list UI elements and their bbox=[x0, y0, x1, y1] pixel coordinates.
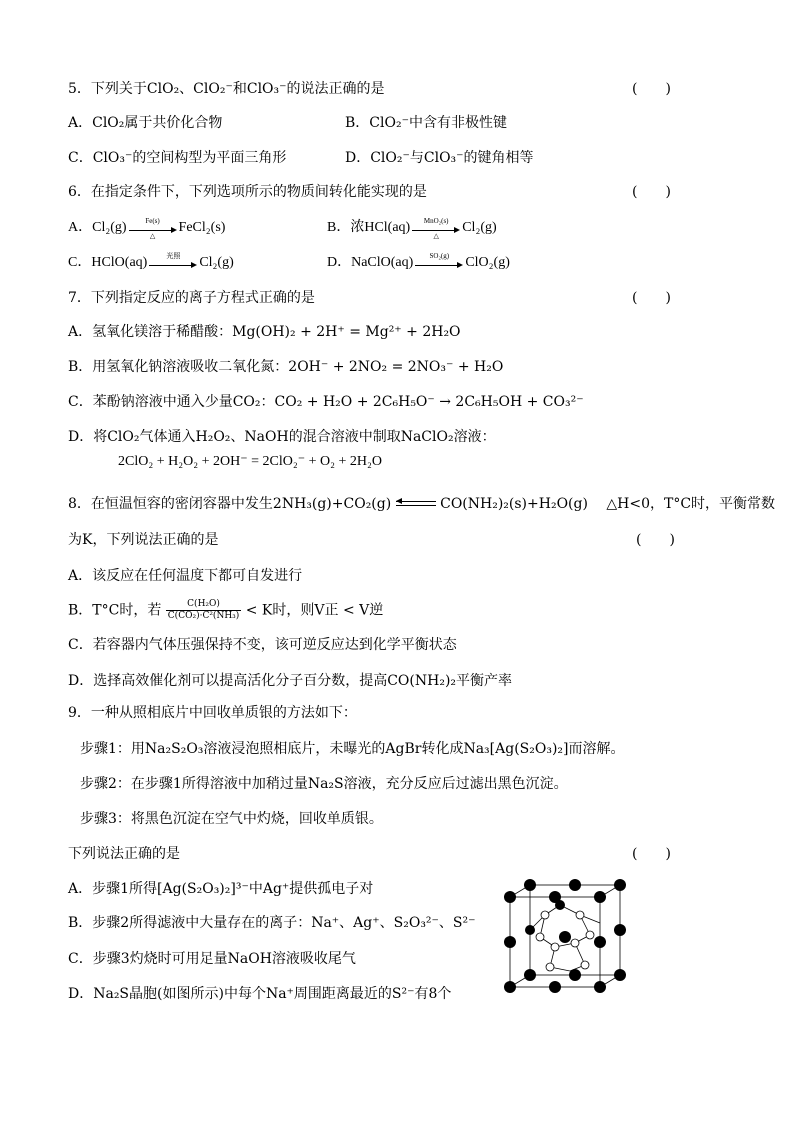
q7-option-d: D．将ClO₂气体通入H₂O₂、NaOH的混合溶液中制取NaClO₂溶液： bbox=[68, 429, 496, 445]
q6-c-condition: 光照 bbox=[166, 251, 181, 260]
q6-stem: 6．在指定条件下，下列选项所示的物质间转化能实现的是 bbox=[68, 184, 427, 200]
q8-b-numerator: C(H₂O) bbox=[166, 599, 242, 611]
q8-option-a: A．该反应在任何温度下都可自发进行 bbox=[68, 568, 303, 584]
q9-stem: 9．一种从照相底片中回收单质银的方法如下： bbox=[68, 705, 357, 721]
q6-d-product: ClO₂(g) bbox=[465, 255, 510, 270]
q6-option-c bbox=[68, 251, 234, 272]
q9-option-c: C．步骤3灼烧时可用足量NaOH溶液吸收尾气 bbox=[68, 951, 356, 967]
q6-b-reactant: B．浓HCl(aq) bbox=[327, 220, 411, 235]
q6-b-heat: △ bbox=[433, 231, 439, 240]
q7-option-d-equation: 2ClO₂ + H₂O₂ + 2OH⁻ = 2ClO₂⁻ + O₂ + 2H₂O bbox=[118, 454, 382, 469]
q6-c-reactant: C．HClO(aq) bbox=[68, 255, 148, 270]
q5-option-d: D．ClO₂⁻与ClO₃⁻的键角相等 bbox=[345, 150, 534, 166]
q6-b-product: Cl₂(g) bbox=[462, 220, 497, 235]
q6-option-b bbox=[327, 216, 497, 240]
q6-c-product: Cl₂(g) bbox=[199, 255, 234, 270]
q6-d-reactant: D．NaClO(aq) bbox=[327, 255, 414, 270]
q8-b-denominator: C(CO₂)·C²(NH₃) bbox=[167, 611, 240, 621]
right-arrow-icon bbox=[415, 251, 463, 270]
q6-b-condition: MnO₂(s) bbox=[423, 216, 449, 225]
q6-a-heat: △ bbox=[149, 231, 156, 240]
q7-option-b: B．用氢氧化钠溶液吸收二氧化氮：2OH⁻ + 2NO₂ = 2NO₃⁻ + H₂O bbox=[68, 359, 504, 375]
q8-option-c: C．若容器内气体压强保持不变，该可逆反应达到化学平衡状态 bbox=[68, 637, 457, 653]
q5-answer-paren: ( ) bbox=[632, 81, 671, 97]
right-arrow-icon bbox=[129, 216, 177, 240]
q9-question: 下列说法正确的是 bbox=[68, 846, 180, 862]
q7-option-a: A．氢氧化镁溶于稀醋酸：Mg(OH)₂ + 2H⁺ = Mg²⁺ + 2H₂O bbox=[68, 324, 461, 340]
q5-option-b: B．ClO₂⁻中含有非极性键 bbox=[345, 115, 507, 131]
q6-a-condition: Fe(s) bbox=[145, 216, 160, 225]
q8-b-prefix: B．T°C时，若 bbox=[68, 602, 162, 619]
right-arrow-icon bbox=[412, 216, 460, 240]
right-arrow-icon bbox=[149, 251, 197, 270]
q9-step3: 步骤3：将黑色沉淀在空气中灼烧，回收单质银。 bbox=[80, 811, 383, 827]
q9-answer-paren: ( ) bbox=[632, 846, 671, 862]
q8-b-fraction bbox=[166, 599, 242, 622]
q8-stem-products: CO(NH₂)₂(s)+H₂O(g) △H<0，T°C时，平衡常数 bbox=[440, 496, 776, 512]
q5-option-a: A．ClO₂属于共价化合物 bbox=[68, 115, 223, 131]
q7-answer-paren: ( ) bbox=[632, 290, 671, 306]
na2s-unit-cell-figure bbox=[500, 875, 640, 995]
q8-answer-paren: ( ) bbox=[636, 532, 675, 548]
q6-option-a bbox=[68, 216, 226, 240]
q9-option-a: A．步骤1所得[Ag(S₂O₃)₂]³⁻中Ag⁺提供孤电子对 bbox=[68, 881, 374, 897]
q8-stem bbox=[68, 495, 775, 513]
q7-stem: 7．下列指定反应的离子方程式正确的是 bbox=[68, 290, 315, 306]
q8-stem-line2: 为K，下列说法正确的是 bbox=[68, 532, 219, 548]
q6-a-reactant: A．Cl₂(g) bbox=[68, 220, 127, 235]
q5-option-c: C．ClO₃⁻的空间构型为平面三角形 bbox=[68, 150, 287, 166]
q8-b-suffix: < K时，则V正 < V逆 bbox=[245, 602, 384, 619]
q6-a-product: FeCl₂(s) bbox=[178, 220, 226, 235]
q6-answer-paren: ( ) bbox=[632, 184, 671, 200]
q8-option-d: D．选择高效催化剂可以提高活化分子百分数，提高CO(NH₂)₂平衡产率 bbox=[68, 673, 513, 689]
q5-stem: 5．下列关于ClO₂、ClO₂⁻和ClO₃⁻的说法正确的是 bbox=[68, 81, 385, 97]
q8-stem-reactants: 8．在恒温恒容的密闭容器中发生2NH₃(g)+CO₂(g) bbox=[68, 496, 392, 512]
q9-option-b: B．步骤2所得滤液中大量存在的离子：Na⁺、Ag⁺、S₂O₃²⁻、S²⁻ bbox=[68, 915, 476, 931]
equilibrium-arrow-icon bbox=[396, 498, 436, 510]
q8-option-b bbox=[68, 599, 383, 622]
q7-option-c: C．苯酚钠溶液中通入少量CO₂：CO₂ + H₂O + 2C₆H₅O⁻ → 2C₆H₅OH + CO₃²⁻ bbox=[68, 394, 584, 410]
q9-step1: 步骤1：用Na₂S₂O₃溶液浸泡照相底片，未曝光的AgBr转化成Na₃[Ag(S₂O₃)₂]而溶解。 bbox=[80, 741, 625, 757]
q6-option-d bbox=[327, 251, 510, 272]
q9-step2: 步骤2：在步骤1所得溶液中加稍过量Na₂S溶液，充分反应后过滤出黑色沉淀。 bbox=[80, 776, 568, 792]
q9-option-d: D．Na₂S晶胞(如图所示)中每个Na⁺周围距离最近的S²⁻有8个 bbox=[68, 986, 452, 1002]
q6-d-condition: SO₂(g) bbox=[429, 251, 450, 260]
